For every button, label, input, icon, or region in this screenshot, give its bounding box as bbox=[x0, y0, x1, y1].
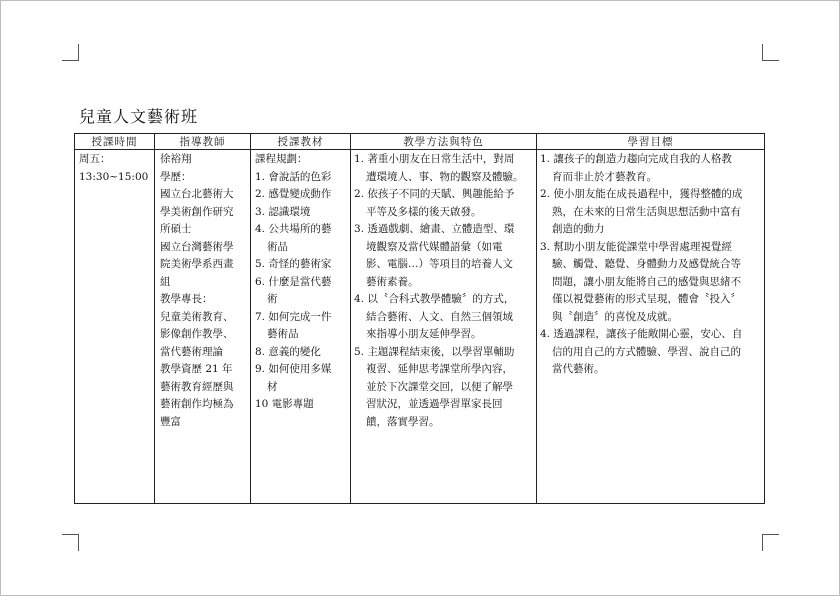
cell-line: 習狀況，並透過學習單家長回 bbox=[366, 398, 503, 410]
cell-line: 境觀察及當代媒體語彙（如電 bbox=[366, 240, 503, 253]
cell-line: 國立台灣藝術學 bbox=[160, 240, 234, 253]
cell-line: 驗、觸覺、聽覺、身體動力及感覺統合等 bbox=[552, 258, 741, 270]
crop-mark-bottom-right bbox=[762, 534, 779, 551]
cell-line: 結合藝術、人文、自然三個領域 bbox=[366, 310, 513, 323]
cell-line: 5. 奇怪的藝術家 bbox=[255, 258, 332, 270]
header-time: 授課時間 bbox=[75, 134, 155, 150]
goals-cell bbox=[537, 150, 765, 504]
cell-line: 國立台北藝術大 bbox=[160, 188, 234, 200]
cell-line: 並於下次課堂交回，以便了解學 bbox=[366, 380, 513, 393]
cell-line: 10 電影專題 bbox=[255, 398, 314, 410]
header-goals: 學習目標 bbox=[537, 134, 765, 150]
materials-cell bbox=[251, 150, 351, 504]
cell-line: 5. 主題課程結束後，以學習單輔助 bbox=[354, 345, 515, 358]
cell-line: 術品 bbox=[267, 240, 288, 253]
cell-line: 6. 什麼是當代藝 bbox=[255, 275, 332, 288]
cell-line: 藝術品 bbox=[267, 328, 299, 340]
cell-line: 藝術教育經歷與 bbox=[160, 380, 234, 393]
cell-line: 學美術創作研究 bbox=[160, 205, 234, 218]
cell-line: 問題，讓小朋友能將自己的感覺與思緒不 bbox=[552, 275, 741, 288]
cell-line: 教學資歷 21 年 bbox=[160, 363, 233, 375]
methods-cell bbox=[351, 150, 537, 504]
cell-line: 教學專長： bbox=[160, 293, 213, 305]
cell-line: 1. 著重小朋友在日常生活中，對周 bbox=[354, 153, 515, 165]
cell-line: 學歷： bbox=[160, 170, 192, 183]
cell-line: 當代藝術理論 bbox=[160, 345, 223, 358]
cell-line: 饋，落實學習。 bbox=[366, 415, 440, 428]
cell-line: 與〝創造〞的喜悅及成就。 bbox=[552, 310, 678, 323]
crop-mark-top-right bbox=[762, 44, 779, 61]
cell-line: 材 bbox=[267, 380, 278, 393]
cell-line: 育而非止於才藝教育。 bbox=[552, 170, 657, 183]
cell-line: 9. 如何使用多媒 bbox=[255, 363, 332, 375]
cell-line: 周五： bbox=[79, 153, 111, 165]
cell-line: 7. 如何完成一件 bbox=[255, 310, 332, 323]
cell-line: 3. 透過戲劇、繪畫、立體造型、環 bbox=[354, 223, 515, 235]
crop-mark-bottom-left bbox=[62, 534, 79, 551]
cell-line: 藝術素養。 bbox=[366, 275, 419, 288]
cell-line: 當代藝術。 bbox=[552, 363, 605, 375]
teacher-cell bbox=[155, 150, 251, 504]
cell-line: 豐富 bbox=[160, 415, 181, 428]
cell-line: 熟，在未來的日常生活與思想活動中富有 bbox=[552, 205, 741, 218]
cell-line: 僅以視覺藝術的形式呈現，體會〝投入〞 bbox=[552, 293, 741, 305]
cell-line: 院美術學系西畫 bbox=[160, 258, 234, 270]
table-header-row bbox=[75, 134, 765, 150]
cell-line: 複習、延伸思考課堂所學內容， bbox=[366, 363, 513, 375]
cell-line: 兒童美術教育、 bbox=[160, 310, 234, 323]
cell-line: 遭環境人、事、物的觀察及體驗。 bbox=[366, 170, 524, 183]
cell-line: 平等及多樣的後天啟發。 bbox=[366, 205, 482, 218]
cell-line: 組 bbox=[160, 275, 171, 288]
cell-line: 信的用自己的方式體驗、學習、說自己的 bbox=[552, 345, 741, 358]
course-table bbox=[74, 133, 765, 504]
cell-line: 2. 依孩子不同的天賦、興趣能給予 bbox=[354, 188, 515, 200]
cell-line: 2. 使小朋友能在成長過程中，獲得整體的成 bbox=[540, 188, 743, 200]
cell-line: 徐裕翔 bbox=[160, 153, 192, 165]
time-cell bbox=[75, 150, 155, 504]
cell-line: 1. 會說話的色彩 bbox=[255, 170, 332, 183]
cell-line: 創造的動力 bbox=[552, 223, 605, 235]
cell-line: 2. 感覺變成動作 bbox=[255, 188, 332, 200]
table-row bbox=[75, 150, 765, 504]
document-title: 兒童人文藝術班 bbox=[79, 107, 199, 126]
header-teacher: 指導教師 bbox=[155, 134, 251, 150]
cell-line: 藝術創作均極為 bbox=[160, 398, 234, 410]
cell-line: 所碩士 bbox=[160, 223, 192, 235]
cell-line: 3. 幫助小朋友能從課堂中學習處理視覺經 bbox=[540, 240, 732, 253]
cell-line: 3. 認識環境 bbox=[255, 205, 311, 218]
cell-line: 4. 公共場所的藝 bbox=[255, 223, 332, 235]
cell-line: 1. 讓孩子的創造力趨向完成自我的人格教 bbox=[540, 153, 732, 165]
cell-line: 術 bbox=[267, 293, 278, 305]
cell-line: 來指導小朋友延伸學習。 bbox=[366, 328, 482, 340]
cell-line: 影、電腦…）等項目的培養人文 bbox=[366, 258, 513, 270]
cell-line: 4. 透過課程，讓孩子能敞開心靈，安心、自 bbox=[540, 328, 743, 340]
cell-line: 8. 意義的變化 bbox=[255, 345, 321, 358]
header-methods: 教學方法與特色 bbox=[351, 134, 537, 150]
cell-line: 課程規劃： bbox=[255, 153, 308, 165]
crop-mark-top-left bbox=[62, 44, 79, 61]
cell-line: 13:30~15:00 bbox=[79, 170, 149, 183]
cell-line: 影像創作教學、 bbox=[160, 328, 234, 340]
header-materials: 授課教材 bbox=[251, 134, 351, 150]
cell-line: 4. 以〝合科式教學體驗〞的方式， bbox=[354, 293, 515, 305]
